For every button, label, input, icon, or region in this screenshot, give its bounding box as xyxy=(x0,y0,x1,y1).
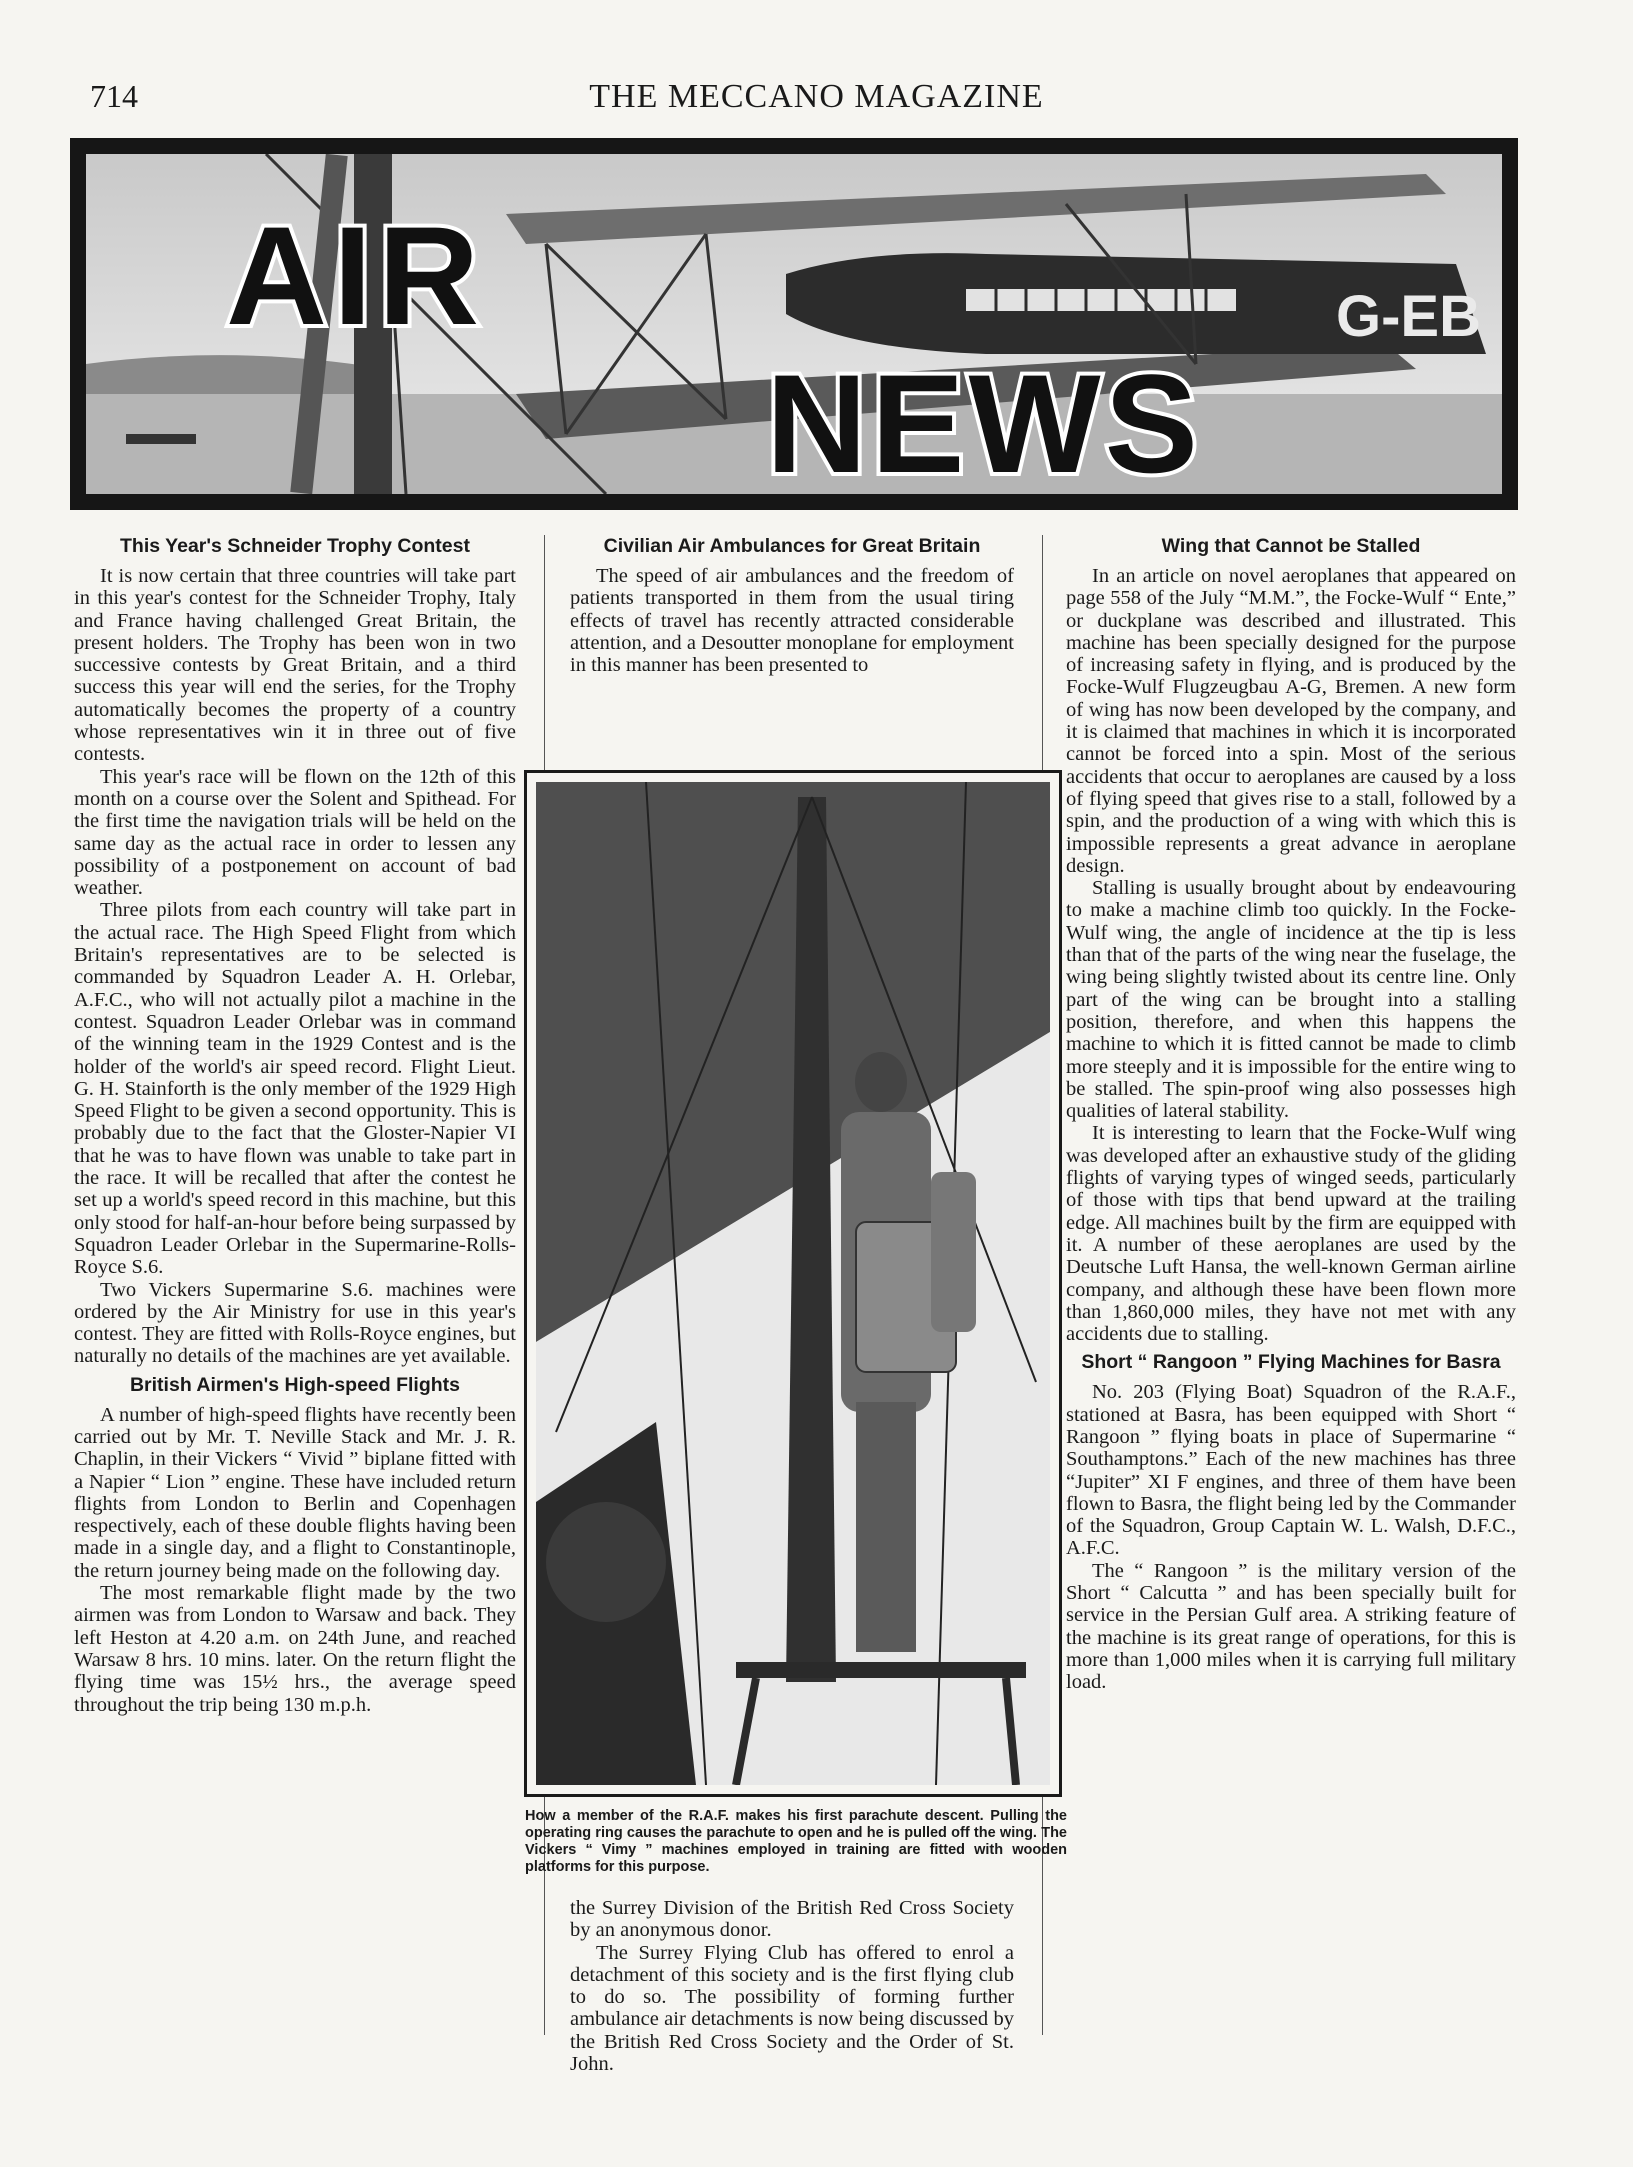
article-paragraph: The “ Rangoon ” is the military version of the Short “ Calcutta ” and has been specially built for service in the Persian Gulf area. A striking feature of the machine is its great range of operations, for this is more than 1,000 miles when it is carrying full military load. xyxy=(1066,1559,1516,1694)
headline-short-rangoon: Short “ Rangoon ” Flying Machines for Basra xyxy=(1081,1351,1501,1374)
headline-schneider-trophy: This Year's Schneider Trophy Contest xyxy=(120,535,470,557)
headline-wing-cannot-stall: Wing that Cannot be Stalled xyxy=(1161,535,1421,557)
article-paragraph: In an article on novel aeroplanes that appeared on page 558 of the July “M.M.”, the Focke-Wulf “ Ente,” or duckplane was described and illustrated. This machine has been specially designed for the purpose of increasing safety in flying, and is produced by the Focke-Wulf Flugzeugbau A-G, Bremen. A new form of wing has now been developed by the company, and it is claimed that machines in which it is incorporated cannot be forced into a spin. Most of the serious accidents that occur to aeroplanes are caused by a loss of flying speed that gives rise to a stall, followed by a spin, and the production of a wing with which this is impossible represents a great advance in aeroplane design. xyxy=(1066,565,1516,877)
article-paragraph: It is now certain that three countries will take part in this year's contest for the Schneider Trophy, Italy and France having challenged Great Britain, the present holders. The Trophy has been won in two successive contests by Great Britain, and a third success this year will end the series, for the Trophy automatically becomes the property of a country whose representatives win it in three out of five contests. xyxy=(74,565,516,766)
article-paragraph: The most remarkable flight made by the two airmen was from London to Warsaw and back. They left Heston at 4.20 a.m. on 24th June, and reached Warsaw 8 hrs. 10 mins. later. On the return flight the flying time was 15½ hrs., the average speed throughout the trip being 130 m.p.h. xyxy=(74,1582,516,1716)
photo-caption: How a member of the R.A.F. makes his first parachute descent. Pulling the operating ring causes the parachute to open and he is pulled off the wing. The Vickers “ Vimy ” machines employed in training are fitted with wooden platforms for this purpose. xyxy=(525,1808,1067,1875)
magazine-title: THE MECCANO MAGAZINE xyxy=(589,78,1044,115)
article-paragraph: A number of high-speed flights have recently been carried out by Mr. T. Neville Stack and Mr. J. R. Chaplin, in their Vickers “ Vivid ” biplane fitted with a Napier “ Lion ” engine. These have included return flights from London to Berlin and Copenhagen respectively, each of these double flights having been made in a single day, and a flight to Constantinople, the return journey being made on the following day. xyxy=(74,1403,516,1582)
column-left xyxy=(74,535,516,1716)
column-middle-top xyxy=(570,535,1014,676)
banner-word-air: AIR xyxy=(226,197,486,354)
article-paragraph: The Surrey Flying Club has offered to enrol a detachment of this society and is the first flying club to do so. The possibility of forming further ambulance air detachments is now being discussed by the British Red Cross Society and the Order of St. John. xyxy=(570,1941,1014,2076)
aircraft-registration: G-EB xyxy=(1336,284,1481,349)
article-paragraph: This year's race will be flown on the 12th of this month on a course over the Solent and Spithead. For the first time the navigation trials will be held on the same day as the actual race in order to lessen any possibility of a postponement on account of bad weather. xyxy=(74,765,516,900)
article-paragraph: The speed of air ambulances and the freedom of patients transported in them from the usual tiring effects of travel has recently attracted considerable attention, and a Desoutter monoplane for employment in this manner has been presented to xyxy=(570,565,1014,677)
banner-word-news: NEWS xyxy=(766,345,1202,494)
parachute-photo xyxy=(524,770,1062,1797)
column-right xyxy=(1066,535,1516,1694)
article-paragraph: the Surrey Division of the British Red Cross Society by an anonymous donor. xyxy=(570,1897,1014,1942)
air-news-banner xyxy=(70,138,1518,510)
article-paragraph: Two Vickers Supermarine S.6. machines were ordered by the Air Ministry for use in this year's contest. They are fitted with Rolls-Royce engines, but naturally no details of the machines are yet available. xyxy=(74,1278,516,1368)
article-paragraph: Three pilots from each country will take part in the actual race. The High Speed Flight from which Britain's representatives are to be selected is commanded by Squadron Leader A. H. Orlebar, A.F.C., who will not actually pilot a machine in the contest. Squadron Leader Orlebar was in command of the winning team in the 1929 Contest and is the holder of the world's air speed record. Flight Lieut. G. H. Stainforth is the only member of the 1929 High Speed Flight to be given a second opportunity. This is probably due to the fact that the Gloster-Napier VI that he was to have flown was unable to take part in the race. It will be recalled that after the contest he set up a world's speed record in this machine, but this only stood for half-an-hour before being surpassed by Squadron Leader Orlebar in the Supermarine-Rolls-Royce S.6. xyxy=(74,899,516,1279)
article-paragraph: No. 203 (Flying Boat) Squadron of the R.A.F., stationed at Basra, has been equipped with Short “ Rangoon ” flying boats in place of Supermarine “ Southamptons.” Each of the new machines has three “Jupiter” XI F engines, and three of them have been flown to Basra, the flight being led by the Commander of the Squadron, Group Captain W. L. Walsh, D.F.C., A.F.C. xyxy=(1066,1381,1516,1560)
article-paragraph: Stalling is usually brought about by endeavouring to make a machine climb too quickly. In the Focke-Wulf wing, the angle of incidence at the tip is less than that of the parts of the wing near the fuselage, the wing being slightly twisted about its centre line. Only part of the wing can be brought into a stalling position, therefore, and when this happens the machine to which it is fitted cannot be made to climb more steeply and it is impossible for the entire wing to be stalled. The spin-proof wing also possesses high qualities of lateral stability. xyxy=(1066,877,1516,1123)
headline-high-speed-flights: British Airmen's High-speed Flights xyxy=(129,1373,461,1396)
column-middle-bottom xyxy=(570,1897,1014,2075)
headline-air-ambulances: Civilian Air Ambulances for Great Britain xyxy=(603,535,981,557)
article-paragraph: It is interesting to learn that the Focke-Wulf wing was developed after an exhaustive study of the gliding flights of varying types of winged seeds, particularly of those with tips that bend upward at the trailing edge. All machines built by the firm are equipped with it. A number of these aeroplanes are used by the Deutsche Luft Hansa, the well-known German airline company, and although these have been flown more than 1,860,000 miles, they have not met with any accidents due to stalling. xyxy=(1066,1122,1516,1346)
page-number: 714 xyxy=(90,78,138,114)
